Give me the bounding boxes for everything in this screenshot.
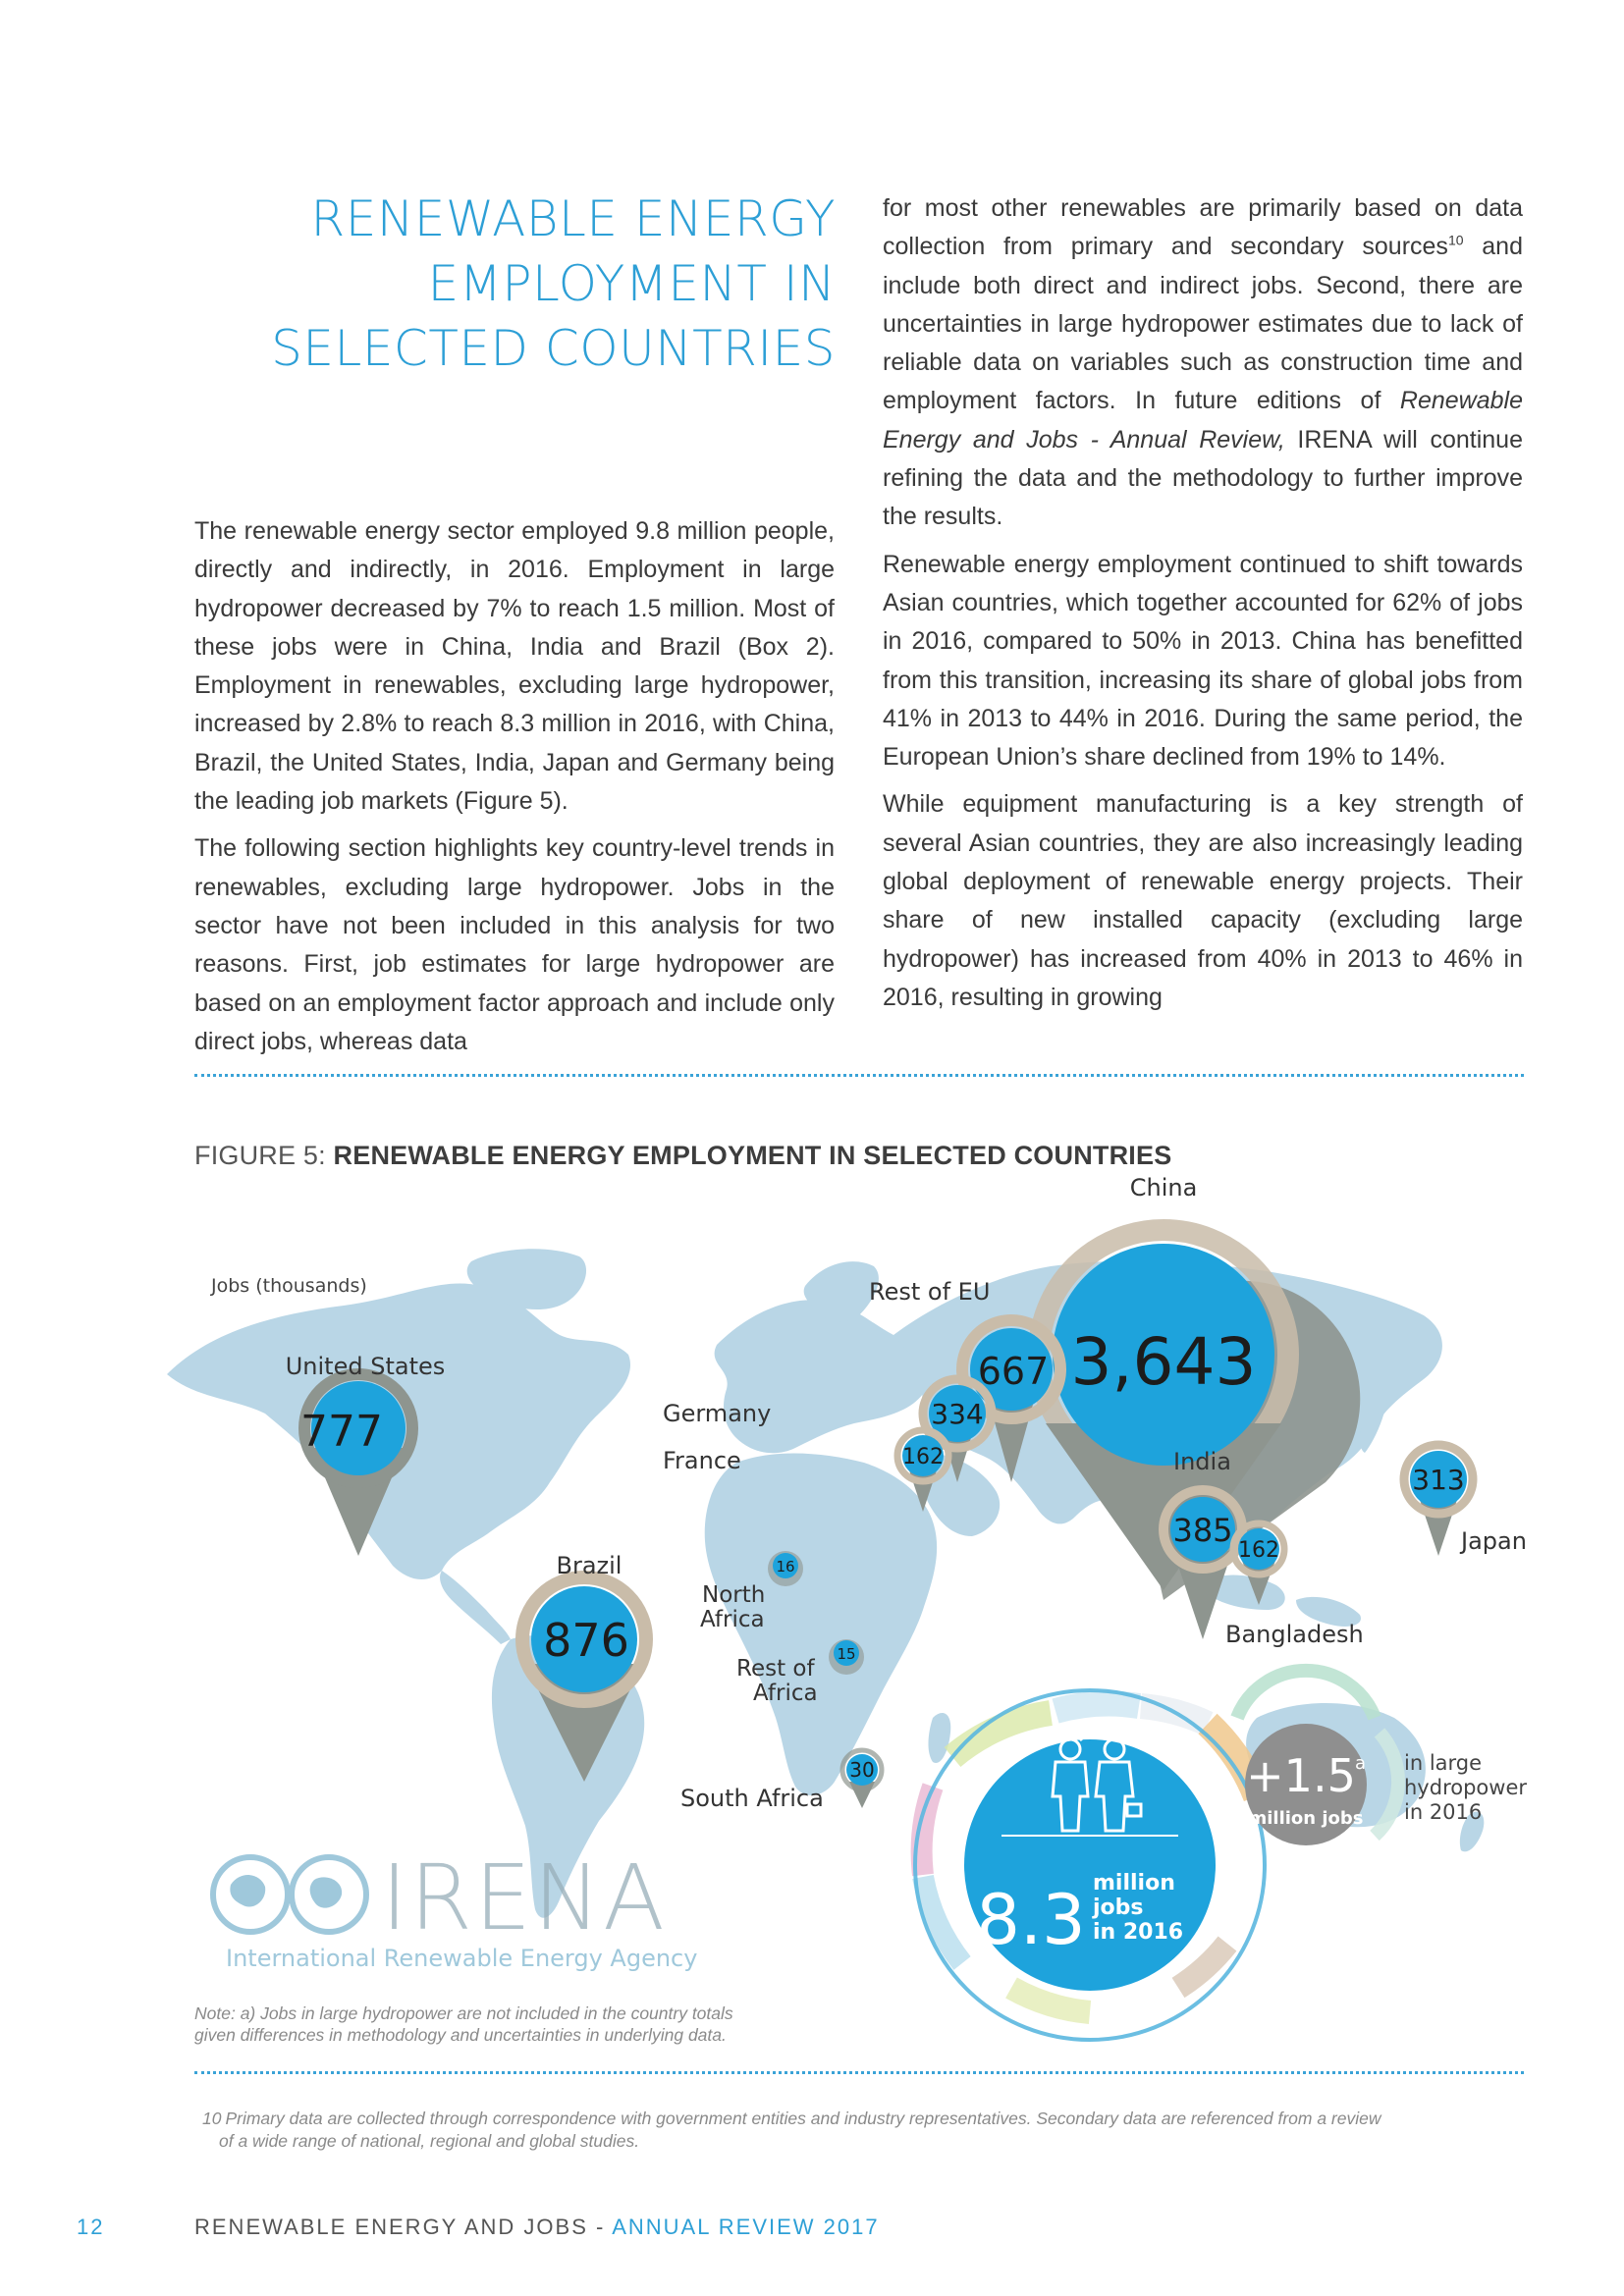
north-africa-label-2: Africa — [700, 1607, 765, 1632]
total-jobs-graphic — [915, 1690, 1265, 2040]
footnote-text: Primary data are collected through correspondence with government entities and industry representatives. Secondary data are referenced from a review — [225, 2109, 1381, 2128]
south-africa-label: South Africa — [680, 1785, 824, 1812]
ring-segment — [1141, 1706, 1208, 1724]
rest-eu-label: Rest of EU — [869, 1278, 991, 1306]
footnote-number: 10 — [202, 2109, 222, 2128]
employment-map — [147, 1168, 1561, 2052]
footnote-text-continued: of a wide range of national, regional and global studies. — [219, 2131, 640, 2151]
us-value: 777 — [300, 1407, 383, 1457]
title-line-2: EMPLOYMENT IN — [427, 255, 836, 312]
section-divider — [194, 1074, 1524, 1077]
total-jobs-line-3: in 2016 — [1093, 1920, 1184, 1945]
north-africa-value: 16 — [776, 1558, 795, 1575]
india-label: India — [1173, 1448, 1231, 1475]
hydro-side-2: hydropower — [1404, 1776, 1527, 1799]
bangladesh-value: 162 — [1238, 1538, 1279, 1563]
note-line: given differences in methodology and uncertainties in underlying data. — [194, 2025, 727, 2045]
footnote — [202, 2108, 1528, 2153]
ring-segment — [923, 1877, 962, 1963]
text-run: for most other renewables are primarily based on data collection from primary and secondary sources — [883, 194, 1523, 261]
ring-segment — [952, 1713, 1051, 1757]
body-paragraph: While equipment manufacturing is a key strength of several Asian countries, they are also increasingly leading global deployment of renewable energy projects. Their share of new installed capacity (excluding large hydropower) has increased from 40% in 2013 to 46% in 2016, resulting in growing — [883, 790, 1523, 1011]
france-value: 162 — [902, 1445, 944, 1469]
china-value: 3,643 — [1070, 1324, 1257, 1400]
figure-heading: RENEWABLE ENERGY EMPLOYMENT IN SELECTED COUNTRIES — [333, 1141, 1172, 1170]
running-title-highlight: ANNUAL REVIEW 2017 — [612, 2215, 880, 2239]
north-africa-label-1: North — [702, 1582, 766, 1608]
title-line-1: RENEWABLE ENERGY — [310, 190, 836, 247]
france-label: France — [663, 1447, 741, 1474]
marker-japan — [1404, 1445, 1527, 1556]
note-line: Note: a) Jobs in large hydropower are not included in the country totals — [194, 2003, 733, 2023]
ring-segment — [1011, 1988, 1090, 2012]
figure-prefix: FIGURE 5: — [194, 1141, 334, 1170]
hydro-side-1: in large — [1404, 1751, 1483, 1775]
total-jobs-line-2: jobs — [1093, 1896, 1144, 1920]
china-label: China — [1129, 1174, 1198, 1201]
irena-tagline: International Renewable Energy Agency — [226, 1945, 698, 1972]
hydro-side-3: in 2016 — [1404, 1800, 1483, 1824]
body-paragraph: The following section highlights key country-level trends in renewables, excluding large hydropower. Jobs in the sector have not been included in this analysis for two reasons. First, job estimates for large hydropower are based on an employment factor approach and include only direct jobs, whereas data — [194, 834, 835, 1055]
irena-wordmark: IRENA — [381, 1845, 667, 1950]
figure-note — [194, 2002, 862, 2046]
page-number: 12 — [77, 2215, 105, 2239]
figure-title — [194, 1141, 1171, 1171]
japan-value: 313 — [1412, 1464, 1465, 1496]
body-paragraph — [883, 189, 1523, 537]
title-line-3: SELECTED COUNTRIES — [271, 320, 836, 377]
publication-title: Renewable Energy and Jobs - Annual Review, — [883, 387, 1523, 454]
india-value: 385 — [1172, 1512, 1233, 1549]
germany-value: 334 — [931, 1398, 984, 1430]
total-jobs-value: 8.3 — [976, 1880, 1086, 1960]
bangladesh-label: Bangladesh — [1225, 1621, 1364, 1648]
hydro-value: +1.5 — [1246, 1749, 1356, 1802]
section-title — [191, 187, 836, 381]
germany-label: Germany — [663, 1400, 772, 1427]
body-paragraph: The renewable energy sector employed 9.8 million people, directly and indirectly, in 2016. Employment in large hydropower decreased by 7% to reach 1.5 million. Most of these jobs were in China, India and Brazil (Box 2). Employment in renewables, excluding large hydropower, increased by 2.8% to reach 8.3 million in 2016, with China, Brazil, the United States, India, Japan and Germany being the leading job markets (Figure 5). — [194, 517, 835, 816]
hydro-sub: million jobs — [1248, 1808, 1364, 1829]
rest-eu-value: 667 — [977, 1350, 1050, 1393]
right-column — [883, 189, 1523, 1026]
footnote-ref: 10 — [1447, 232, 1464, 248]
irena-logo — [213, 1845, 697, 1972]
rest-africa-label-1: Rest of — [736, 1656, 815, 1682]
south-africa-value: 30 — [849, 1758, 875, 1782]
text-run: and include both direct and indirect jobs. Second, there are uncertainties in large hydropower estimates due to lack of reliable data on variables such as construction time and employment factors. In future editions of — [883, 233, 1523, 415]
left-column — [194, 512, 835, 1070]
brazil-label: Brazil — [556, 1552, 623, 1579]
marker-south-africa — [680, 1750, 882, 1812]
body-paragraph: Renewable energy employment continued to shift towards Asian countries, which together accounted for 62% of jobs in 2016, compared to 50% in 2013. China has benefitted from this transition, increasing its share of global jobs from 41% in 2013 to 44% in 2016. During the same period, the European Union’s share declined from 19% to 14%. — [883, 550, 1523, 772]
hydro-note-marker: a — [1355, 1753, 1367, 1774]
text-run: IRENA will continue refining the data and the methodology to further improve the results. — [883, 425, 1523, 531]
running-title-text: RENEWABLE ENERGY AND JOBS - — [194, 2215, 613, 2239]
total-jobs-line-1: million — [1093, 1871, 1175, 1896]
jobs-unit-label: Jobs (thousands) — [211, 1275, 367, 1297]
footnote-divider — [194, 2071, 1524, 2074]
brazil-value: 876 — [543, 1614, 629, 1667]
rest-africa-label-2: Africa — [753, 1681, 818, 1706]
rest-africa-value: 15 — [837, 1645, 856, 1663]
japan-label: Japan — [1461, 1527, 1527, 1555]
us-label: United States — [285, 1353, 446, 1380]
running-title — [194, 2215, 880, 2240]
ring-segment — [1056, 1704, 1139, 1711]
